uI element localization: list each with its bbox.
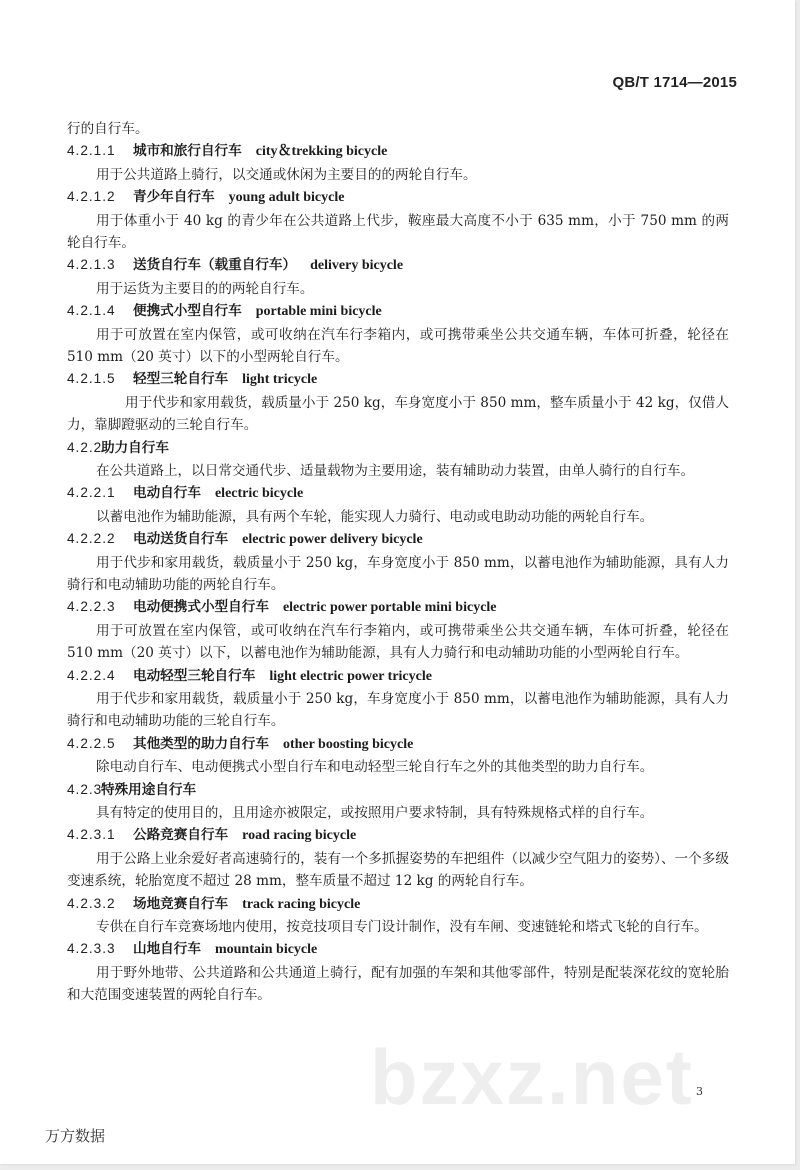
section-heading bbox=[67, 893, 729, 916]
section-title-zh: 山地自行车 bbox=[133, 941, 201, 958]
section-number: 4.2.2 bbox=[67, 439, 103, 455]
section-heading bbox=[67, 140, 729, 163]
section-title-en: portable mini bicycle bbox=[255, 304, 382, 320]
section-heading bbox=[67, 824, 729, 847]
section-body: 用于代步和家用载货，载质量小于 250 kg，车身宽度小于 850 mm，以蓄电池作为辅助能源，具有人力骑行和电动辅助功能的两轮自行车。 bbox=[67, 554, 729, 593]
section-title-zh: 城市和旅行自行车 bbox=[133, 143, 242, 160]
continuation-text: 行的自行车。 bbox=[67, 121, 149, 137]
section-title-zh: 电动轻型三轮自行车 bbox=[133, 667, 256, 684]
section-number: 4.2.3 bbox=[67, 781, 103, 797]
section-number: 4.2.1.1 bbox=[67, 143, 116, 159]
standard-code: QB/T 1714—2015 bbox=[612, 74, 737, 91]
section-heading bbox=[67, 733, 729, 756]
document-body bbox=[67, 118, 729, 1007]
section-heading bbox=[67, 938, 729, 961]
section-title-en: road racing bicycle bbox=[242, 828, 357, 844]
section-body: 在公共道路上，以日常交通代步、适量载物为主要用途，装有辅助动力装置，由单人骑行的自行车。 bbox=[96, 463, 695, 479]
section-title-zh: 特殊用途自行车 bbox=[101, 781, 197, 798]
section-number: 4.2.1.3 bbox=[67, 257, 116, 273]
section-number: 4.2.2.5 bbox=[67, 735, 116, 751]
section-body: 以蓄电池作为辅助能源，具有两个车轮，能实现人力骑行、电动或电助动功能的两轮自行车。 bbox=[96, 508, 654, 525]
section-number: 4.2.3.3 bbox=[67, 941, 116, 957]
section-body: 用于体重小于 40 kg 的青少年在公共道路上代步，鞍座最大高度不小于 635 mm，小于 750 mm 的两轮自行车。 bbox=[67, 212, 729, 251]
section-title-zh: 电动送货自行车 bbox=[133, 531, 229, 548]
section-heading bbox=[67, 300, 729, 323]
section-heading bbox=[67, 528, 729, 551]
section-title-zh: 电动自行车 bbox=[133, 485, 201, 502]
section-body: 除电动自行车、电动便携式小型自行车和电动轻型三轮自行车之外的其他类型的助力自行车。 bbox=[96, 759, 654, 776]
section-title-en: young adult bicycle bbox=[228, 190, 345, 206]
section-body: 具有特定的使用目的，且用途亦被限定，或按照用户要求特制，具有特殊规格式样的自行车。 bbox=[96, 805, 654, 821]
section-title-en: mountain bicycle bbox=[214, 942, 318, 958]
section-number: 4.2.2.2 bbox=[67, 531, 116, 547]
section-title-zh: 公路竞赛自行车 bbox=[133, 827, 229, 844]
section-heading bbox=[67, 368, 729, 391]
section-number: 4.2.2.1 bbox=[67, 485, 116, 501]
section-title-en: city＆trekking bicycle bbox=[255, 144, 388, 160]
section-body: 用于可放置在室内保管，或可收纳在汽车行李箱内，或可携带乘坐公共交通车辆，车体可折叠，轮径在 510 mm（20 英寸）以下，以蓄电池作为辅助能源，具有人力骑行和电动辅助功能的小型两轮自行车。 bbox=[67, 622, 729, 662]
watermark: bzxz.net bbox=[370, 1033, 694, 1121]
section-number: 4.2.1.4 bbox=[67, 303, 116, 319]
section-number: 4.2.2.4 bbox=[67, 667, 116, 683]
section-body: 用于代步和家用载货，载质量小于 250 kg，车身宽度小于 850 mm，以蓄电池作为辅助能源，具有人力骑行和电动辅助功能的三轮自行车。 bbox=[67, 691, 729, 730]
section-number: 4.2.2.3 bbox=[67, 599, 116, 615]
section-heading bbox=[67, 596, 729, 619]
section-title-en: electric power portable mini bicycle bbox=[282, 600, 497, 616]
section-number: 4.2.3.1 bbox=[67, 827, 116, 843]
section-body: 用于野外地带、公共道路和公共通道上骑行，配有加强的车架和其他零部件，特别是配装深花纹的宽轮胎和大范围变速装置的两轮自行车。 bbox=[67, 964, 729, 1004]
section-body: 用于代步和家用载货，载质量小于 250 kg，车身宽度小于 850 mm，整车质量小于 42 kg，仅借人力，靠脚蹬驱动的三轮自行车。 bbox=[67, 394, 729, 434]
section-title-zh: 青少年自行车 bbox=[133, 189, 215, 206]
section-title-zh: 场地竞赛自行车 bbox=[133, 895, 229, 912]
section-heading bbox=[67, 665, 729, 688]
section-title-zh: 其他类型的助力自行车 bbox=[133, 735, 269, 752]
section-title-en: electric power delivery bicycle bbox=[242, 532, 423, 548]
section-title-zh: 轻型三轮自行车 bbox=[133, 371, 229, 388]
section-heading bbox=[67, 186, 729, 209]
section-title-en: other boosting bicycle bbox=[282, 736, 414, 752]
section-title-en: electric bicycle bbox=[214, 486, 304, 502]
section-body: 用于公共道路上骑行，以交通或休闲为主要目的的两轮自行车。 bbox=[96, 166, 477, 183]
section-body: 用于运货为主要目的的两轮自行车。 bbox=[96, 280, 314, 297]
section-title-zh: 电动便携式小型自行车 bbox=[133, 599, 269, 616]
section-number: 4.2.1.2 bbox=[67, 189, 116, 205]
footer-source: 万方数据 bbox=[45, 1127, 106, 1145]
section-body: 用于公路上业余爱好者高速骑行的，装有一个多抓握姿势的车把组件（以减少空气阻力的姿势）、一个多级变速系统，轮胎宽度不超过 28 mm，整车质量不超过 12 kg 的两轮自行车。 bbox=[67, 850, 729, 890]
section-heading bbox=[67, 437, 729, 460]
section-heading bbox=[67, 254, 729, 277]
section-number: 4.2.1.5 bbox=[67, 371, 116, 387]
section-title-zh: 送货自行车（载重自行车） bbox=[133, 257, 297, 274]
section-number: 4.2.3.2 bbox=[67, 895, 116, 911]
section-title-zh: 便携式小型自行车 bbox=[133, 303, 242, 320]
section-title-en: track racing bicycle bbox=[242, 896, 361, 912]
section-heading bbox=[67, 482, 729, 505]
section-heading bbox=[67, 779, 729, 802]
page-number: 3 bbox=[696, 1085, 703, 1098]
section-title-en: light tricycle bbox=[242, 372, 318, 388]
section-title-zh: 助力自行车 bbox=[101, 439, 169, 456]
section-body: 专供在自行车竞赛场地内使用，按竞技项目专门设计制作，没有车闸、变速链轮和塔式飞轮的自行车。 bbox=[96, 919, 708, 935]
section-title-en: delivery bicycle bbox=[310, 258, 404, 274]
section-body: 用于可放置在室内保管，或可收纳在汽车行李箱内，或可携带乘坐公共交通车辆，车体可折叠，轮径在 510 mm（20 英寸）以下的小型两轮自行车。 bbox=[67, 326, 729, 365]
section-title-en: light electric power tricycle bbox=[269, 668, 432, 684]
